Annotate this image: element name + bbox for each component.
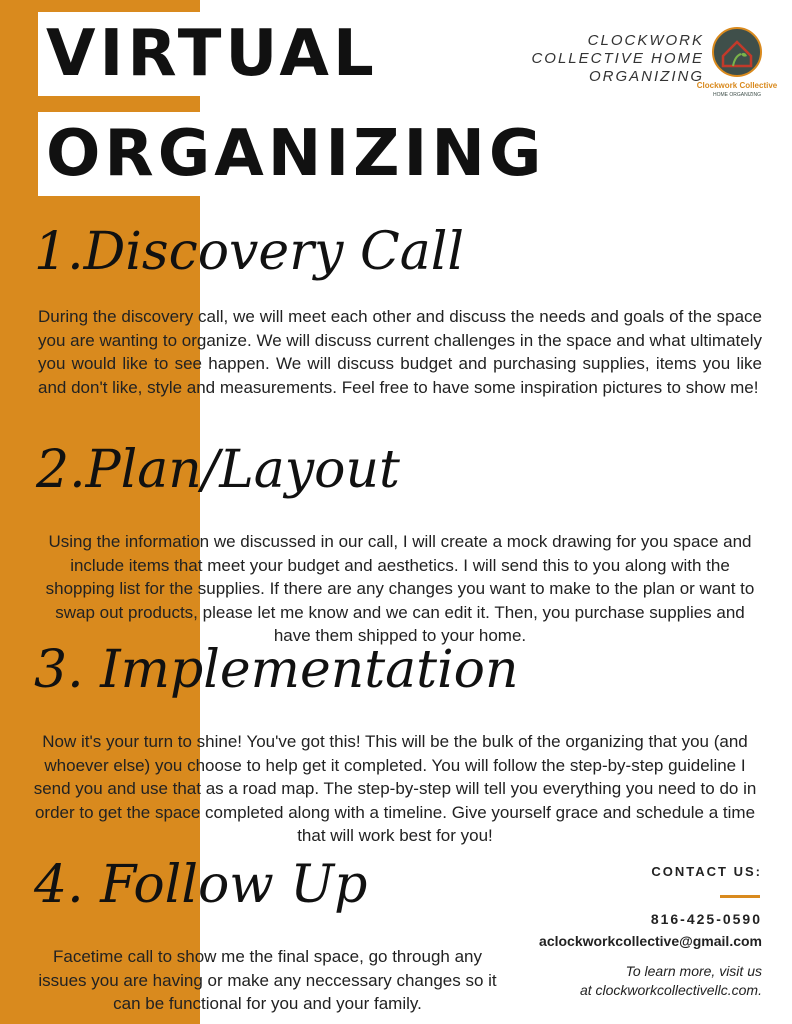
- section-4-heading: 4. Follow Up: [34, 855, 368, 915]
- contact-more-info: [580, 962, 762, 1000]
- section-1-heading: 1.Discovery Call: [34, 222, 465, 282]
- contact-website[interactable]: at clockworkcollectivellc.com.: [579, 982, 762, 998]
- contact-heading: CONTACT US:: [651, 864, 762, 879]
- contact-email[interactable]: aclockworkcollective@gmail.com: [539, 933, 762, 949]
- section-4-body: Facetime call to show me the final space, go through any issues you are having or make any neccessary changes so it can be functional for you and your family.: [38, 947, 497, 1013]
- brand-line-1: CLOCKWORK: [587, 32, 704, 49]
- title-line-2: ORGANIZING: [38, 112, 553, 196]
- brand-line-3: ORGANIZING: [588, 68, 704, 85]
- contact-phone[interactable]: 816-425-0590: [650, 911, 762, 927]
- section-3-heading: 3. Implementation: [34, 640, 519, 700]
- title-line-1: VIRTUAL: [38, 12, 386, 96]
- contact-more-line-1: To learn more, visit us: [625, 963, 762, 979]
- section-3-body: Now it's your turn to shine! You've got this! This will be the bulk of the organizing that you (and whoever else) you choose to help get it completed. You will follow the step-by-step guideline I send you and use that as a road map. The step-by-step will tell you everything you need to do in order to get the space completed along with a timeline. Give yourself grace and schedule a time that will work best for you!: [33, 732, 757, 845]
- section-2-heading: 2.Plan/Layout: [36, 440, 400, 500]
- company-logo: [696, 26, 778, 102]
- contact-divider: [720, 895, 760, 898]
- logo-subtitle: HOME ORGANIZING: [712, 92, 762, 98]
- logo-name: Clockwork Collective: [696, 81, 778, 90]
- brand-name: [531, 32, 704, 86]
- brand-line-2: COLLECTIVE HOME: [531, 50, 704, 67]
- section-2-body: Using the information we discussed in our call, I will create a mock drawing for you space and include items that meet your budget and aesthetics. I will send this to you along with the shopping list for the supplies. If there are any changes you want to make to the plan or want to swap out products, please let me know and we can edit it. Then, you purchase supplies and have them shipped to your home.: [45, 532, 755, 645]
- section-1-body: During the discovery call, we will meet each other and discuss the needs and goals of the space you are wanting to organize. We will discuss current challenges in the space and what ultimately you would like to see happen. We will discuss budget and purchasing supplies, items you like and don't like, style and measurements. Feel free to have some inspiration pictures to show me!: [38, 307, 762, 397]
